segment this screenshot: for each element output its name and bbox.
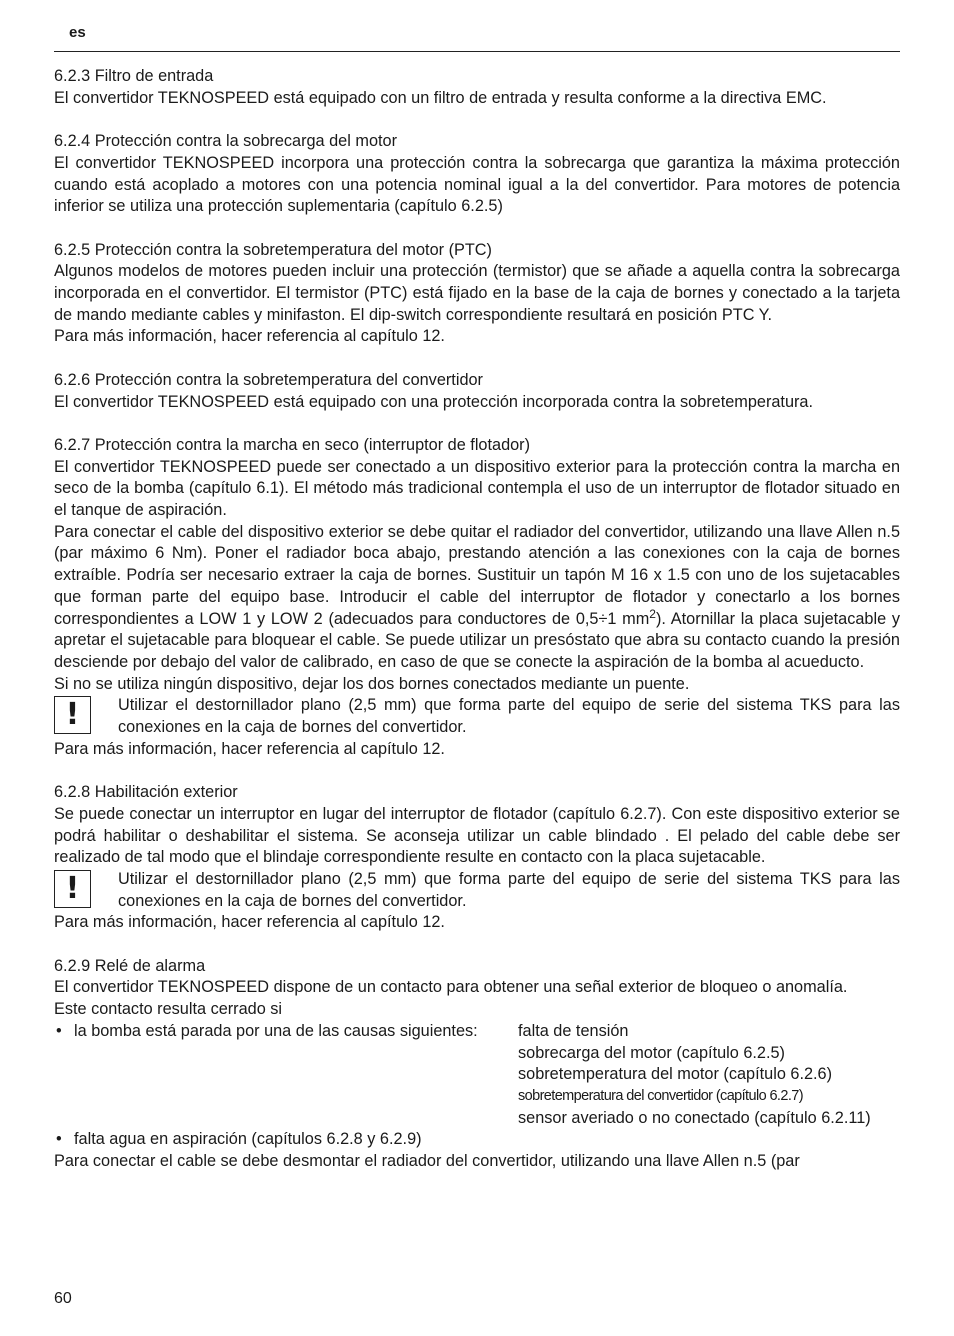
paragraph <box>54 522 900 674</box>
section-6-2-6 <box>54 370 900 413</box>
paragraph: Para más información, hacer referencia al capítulo 12. <box>54 739 445 758</box>
section-6-2-4 <box>54 131 900 218</box>
cause-item: sobretemperatura del convertidor (capítulo 6.2.7) <box>518 1087 803 1104</box>
paragraph-part: Para conectar el cable del dispositivo exterior se debe quitar el radiador del convertidor, utilizando una llave Allen n.5 (par máximo 6 Nm). Poner el radiador boca abajo, prestando atención a las conexiones con la caja de bornes extraíble. Podría ser necesario extraer la caja de bornes. Sustituir un tapón M 16 x 1.5 con uno de los sujetacables que forman parte del equipo base. Introducir el cable del interruptor de flotador y conectarlo a los bornes correspondientes a LOW 1 y LOW 2 (adecuados para conductores de 0,5÷1 mm <box>54 522 900 628</box>
causes-list <box>54 1021 900 1130</box>
note-text: Utilizar el destornillador plano (2,5 mm) que forma parte del equipo de serie del sistema TKS para las conexiones en la caja de bornes del convertidor. <box>118 869 900 910</box>
paragraph: El convertidor TEKNOSPEED está equipado con un filtro de entrada y resulta conforme a la directiva EMC. <box>54 88 827 107</box>
header-rule <box>54 51 900 52</box>
list-item <box>54 1021 900 1043</box>
section-6-2-7 <box>54 435 900 761</box>
warning-note <box>54 869 900 912</box>
section-6-2-3 <box>54 66 900 109</box>
list-item <box>54 1064 900 1086</box>
list-item <box>54 1129 900 1151</box>
section-6-2-9 <box>54 956 900 1173</box>
paragraph: El convertidor TEKNOSPEED incorpora una protección contra la sobrecarga que garantiza la máxima protección cuando está acoplado a motores con una potencia nominal igual a la del convertidor. Para motores de potencia inferior se utiliza una protección suplementaria (capítulo 6.2.5) <box>54 153 900 216</box>
list-item-text: falta agua en aspiración (capítulos 6.2.8 y 6.2.9) <box>74 1130 422 1149</box>
list-item <box>54 1043 900 1065</box>
section-6-2-5 <box>54 240 900 349</box>
cause-item: falta de tensión <box>518 1021 629 1040</box>
section-title: 6.2.4 Protección contra la sobrecarga del motor <box>54 132 397 151</box>
list-item <box>54 1108 900 1130</box>
bullet: • <box>56 1021 62 1040</box>
language-tag: es <box>69 24 86 41</box>
warning-note <box>54 695 900 738</box>
paragraph: El convertidor TEKNOSPEED dispone de un contacto para obtener una señal exterior de bloqueo o anomalía. <box>54 978 848 997</box>
bullet-list <box>54 1129 900 1151</box>
note-text: Utilizar el destornillador plano (2,5 mm) que forma parte del equipo de serie del sistema TKS para las conexiones en la caja de bornes del convertidor. <box>118 696 900 737</box>
exclamation-warning-icon: ! <box>54 696 91 734</box>
paragraph: Si no se utiliza ningún dispositivo, dejar los dos bornes conectados mediante un puente. <box>54 674 690 693</box>
section-title: 6.2.7 Protección contra la marcha en seco (interruptor de flotador) <box>54 435 531 454</box>
paragraph: El convertidor TEKNOSPEED está equipado con una protección incorporada contra la sobretemperatura. <box>54 392 814 411</box>
cause-item: sobretemperatura del motor (capítulo 6.2.6) <box>518 1065 833 1084</box>
section-title: 6.2.5 Protección contra la sobretemperatura del motor (PTC) <box>54 240 492 259</box>
cause-item: sobrecarga del motor (capítulo 6.2.5) <box>518 1043 785 1062</box>
section-6-2-8 <box>54 782 900 934</box>
paragraph: Para más información, hacer referencia al capítulo 12. <box>54 913 445 932</box>
paragraph: El convertidor TEKNOSPEED puede ser conectado a un dispositivo exterior para la protección contra la marcha en seco de la bomba (capítulo 6.1). El método más tradicional contempla el uso de un interruptor de flotador situado en el tanque de aspiración. <box>54 457 900 519</box>
paragraph-part: ). Atornillar la placa sujetacable y apretar el sujetacable para bloquear el cable. Se puede utilizar un presóstato que abra su contacto cuando la presión desciende por debajo del valor de calibrado, en caso de que se conecte la aspiración de la bomba al acueducto. <box>54 609 900 671</box>
section-title: 6.2.6 Protección contra la sobretemperatura del convertidor <box>54 370 483 389</box>
page-number: 60 <box>54 1290 72 1307</box>
superscript: 2 <box>649 606 656 621</box>
bullet: • <box>56 1130 62 1149</box>
paragraph: Para más información, hacer referencia al capítulo 12. <box>54 327 445 346</box>
paragraph: Este contacto resulta cerrado si <box>54 1000 283 1019</box>
list-item <box>54 1086 900 1108</box>
paragraph: Para conectar el cable se debe desmontar el radiador del convertidor, utilizando una llave Allen n.5 (par <box>54 1152 800 1171</box>
paragraph: Algunos modelos de motores pueden incluir una protección (termistor) que se añade a aquella contra la sobrecarga incorporada en el convertidor. El termistor (PTC) está fijado en la base de la caja de bornes y conectado a la tarjeta de mando mediante cables y minifaston. El dip-switch correspondiente resultará en posición PTC Y. <box>54 262 900 324</box>
section-title: 6.2.3 Filtro de entrada <box>54 67 214 85</box>
section-title: 6.2.9 Relé de alarma <box>54 956 206 975</box>
list-item-text: la bomba está parada por una de las causas siguientes: <box>74 1021 478 1040</box>
document-body <box>54 66 900 1173</box>
section-title: 6.2.8 Habilitación exterior <box>54 783 238 802</box>
cause-item: sensor averiado o no conectado (capítulo 6.2.11) <box>518 1108 871 1127</box>
paragraph: Se puede conectar un interruptor en lugar del interruptor de flotador (capítulo 6.2.7). Con este dispositivo exterior se podrá habilitar o deshabilitar el sistema. Se aconseja utilizar un cable blindado . El pelado del cable debe ser realizado de tal modo que el blindaje correspondiente resulte en contacto con la placa sujetacable. <box>54 804 900 867</box>
exclamation-warning-icon: ! <box>54 870 91 908</box>
